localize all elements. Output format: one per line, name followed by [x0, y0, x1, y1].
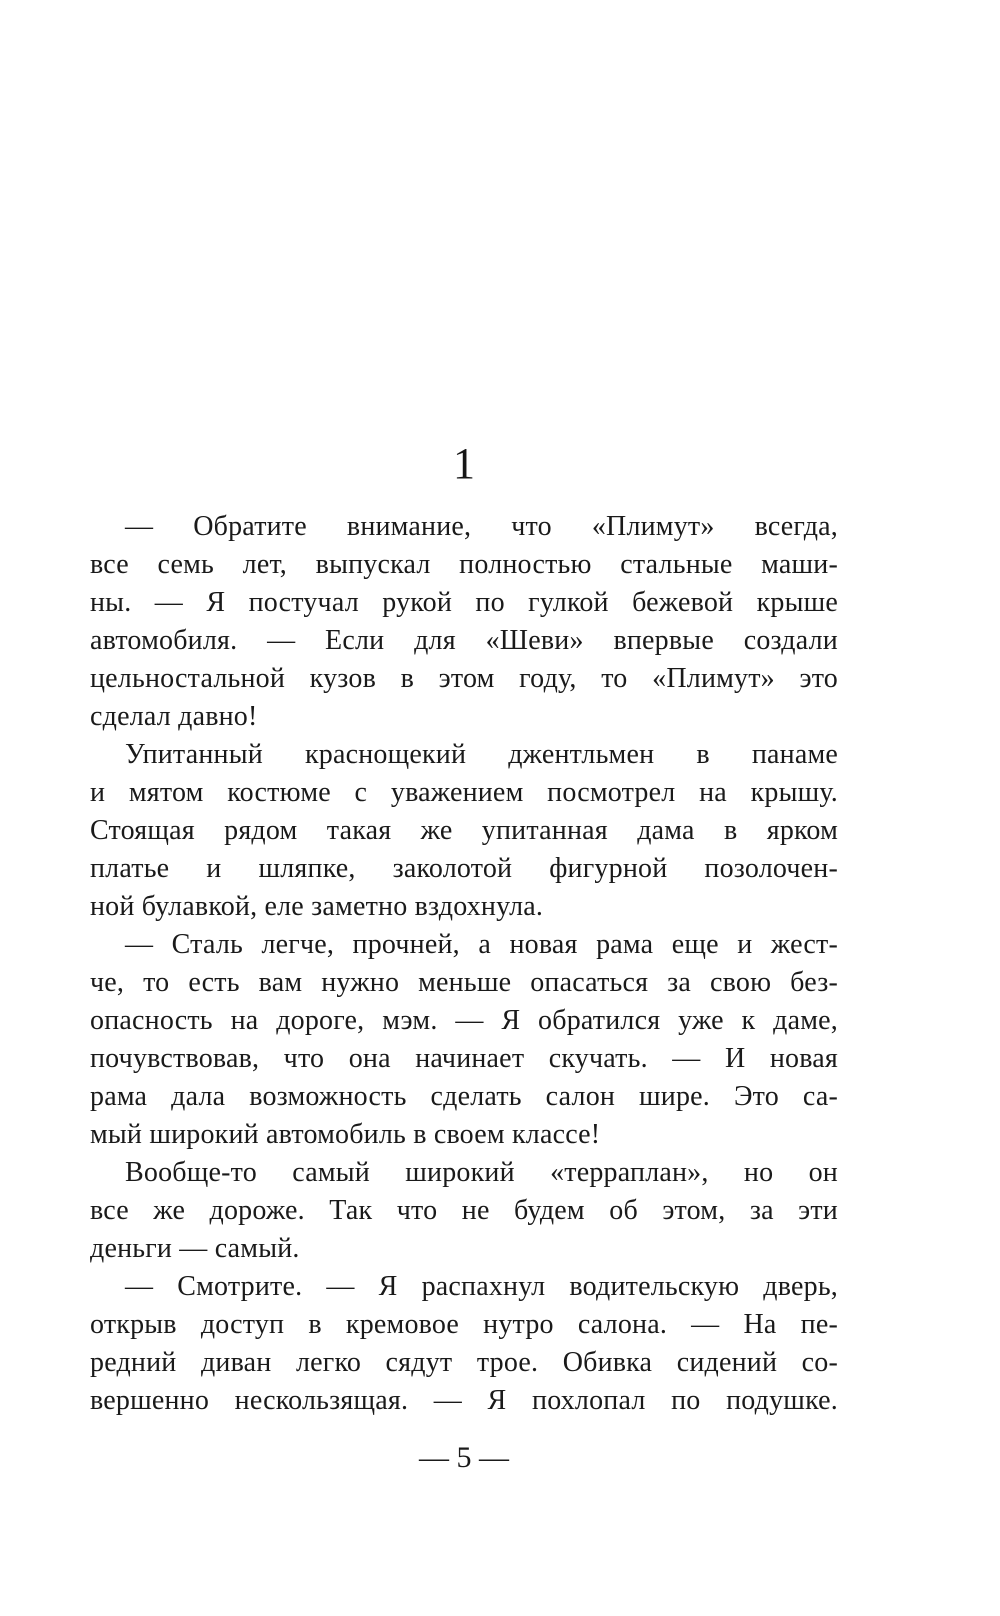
- paragraph: [90, 736, 838, 926]
- text-block: [90, 508, 838, 1420]
- text-line: Упитанный краснощекий джентльмен в панаме: [125, 739, 838, 770]
- paragraph: [90, 508, 838, 736]
- text-line: — Сталь легче, прочней, а новая рама еще и жест-: [125, 929, 838, 960]
- text-line: сделал давно!: [90, 701, 258, 732]
- text-line: деньги — самый.: [90, 1233, 300, 1264]
- text-line: почувствовав, что она начинает скучать. — И новая: [90, 1043, 838, 1074]
- paragraph: [90, 1154, 838, 1268]
- text-line: — Смотрите. — Я распахнул водительскую дверь,: [125, 1271, 838, 1302]
- text-line: платье и шляпке, заколотой фигурной позолочен-: [90, 853, 838, 884]
- chapter-heading: 1: [453, 439, 475, 488]
- text-line: мый широкий автомобиль в своем классе!: [90, 1119, 601, 1150]
- text-line: Вообще-то самый широкий «терраплан», но он: [125, 1157, 838, 1188]
- text-line: ной булавкой, еле заметно вздохнула.: [90, 891, 544, 922]
- text-line: все же дороже. Так что не будем об этом, за эти: [90, 1195, 838, 1226]
- text-line: редний диван легко сядут трое. Обивка сидений со-: [90, 1347, 838, 1378]
- text-line: — Обратите внимание, что «Плимут» всегда,: [125, 511, 838, 542]
- text-line: все семь лет, выпускал полностью стальные маши-: [90, 549, 838, 580]
- text-line: цельностальной кузов в этом году, то «Плимут» это: [90, 663, 838, 694]
- text-line: вершенно нескользящая. — Я похлопал по подушке.: [90, 1385, 838, 1416]
- text-line: опасность на дороге, мэм. — Я обратился уже к даме,: [90, 1005, 838, 1036]
- paragraph: [90, 926, 838, 1154]
- paragraph: [90, 1268, 838, 1420]
- text-line: че, то есть вам нужно меньше опасаться за свою без-: [90, 967, 838, 998]
- text-line: ны. — Я постучал рукой по гулкой бежевой крыше: [90, 587, 838, 618]
- text-line: и мятом костюме с уважением посмотрел на крышу.: [90, 777, 838, 808]
- text-line: рама дала возможность сделать салон шире. Это са-: [90, 1081, 838, 1112]
- text-line: Стоящая рядом такая же упитанная дама в ярком: [90, 815, 838, 846]
- text-line: автомобиля. — Если для «Шеви» впервые создали: [90, 625, 838, 656]
- text-line: открыв доступ в кремовое нутро салона. — На пе-: [90, 1309, 838, 1340]
- page-number: — 5 —: [419, 1441, 509, 1474]
